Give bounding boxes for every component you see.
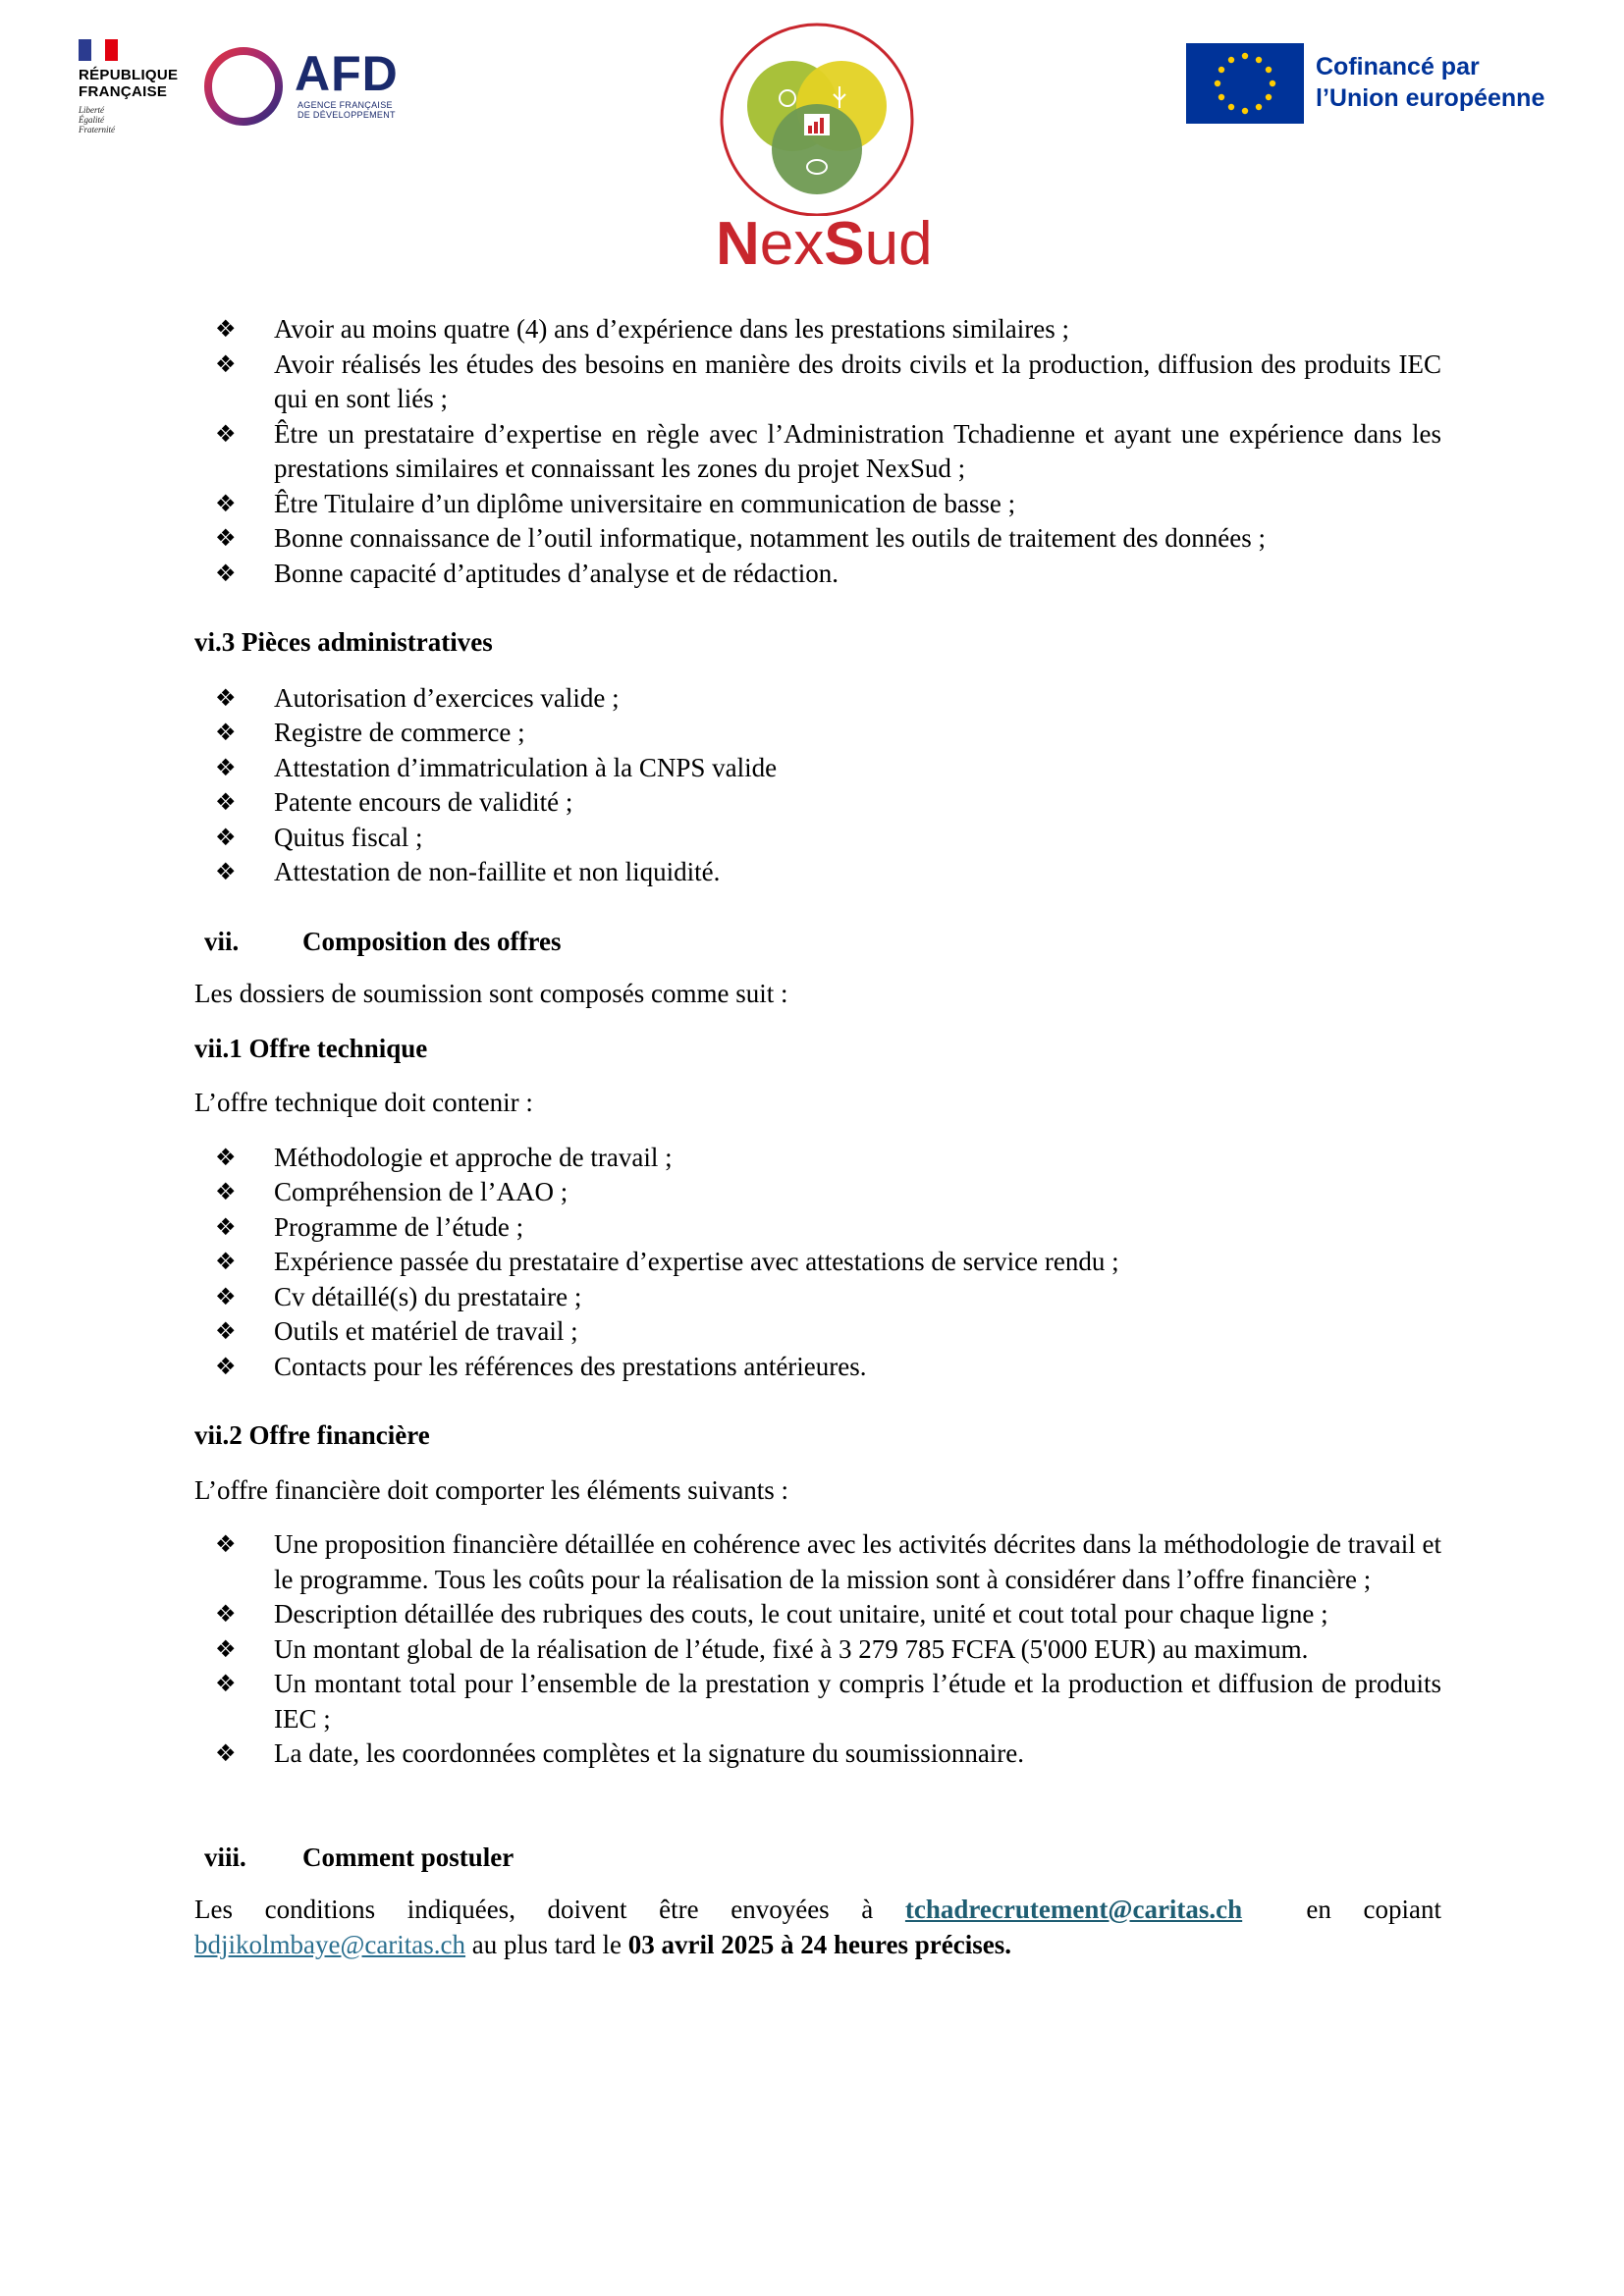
- diamond-bullet-icon: ❖: [215, 315, 237, 343]
- list-item-text: Attestation d’immatriculation à la CNPS valide: [274, 752, 778, 782]
- list-item-text: Méthodologie et approche de travail ;: [274, 1142, 673, 1172]
- email-tchadrecrutement-link[interactable]: tchadrecrutement@caritas.ch: [904, 1895, 1243, 1924]
- diamond-bullet-icon: ❖: [215, 349, 237, 378]
- eu-cofinance-logo: [1186, 43, 1598, 124]
- afd-subtitle: [298, 100, 396, 120]
- diamond-bullet-icon: ❖: [215, 683, 237, 712]
- section-vii-intro: Les dossiers de soumission sont composés comme suit :: [194, 979, 788, 1008]
- rf-title-line1: RÉPUBLIQUE: [79, 67, 179, 83]
- list-item: [194, 557, 1441, 592]
- list-item: [194, 1210, 1441, 1246]
- administrative-documents-list: [194, 681, 1441, 890]
- section-vii-number: vii.: [204, 926, 240, 956]
- section-viii-title: Comment postuler: [302, 1842, 514, 1872]
- list-item: [194, 347, 1441, 417]
- diamond-bullet-icon: ❖: [215, 1282, 237, 1310]
- list-item: [194, 821, 1441, 856]
- list-item: [194, 1736, 1441, 1772]
- diamond-bullet-icon: ❖: [215, 1248, 237, 1275]
- diamond-bullet-icon: ❖: [215, 788, 237, 816]
- list-item-text: Compréhension de l’AAO ;: [274, 1177, 568, 1206]
- list-item: [194, 1527, 1441, 1597]
- requirements-list: [194, 312, 1441, 591]
- email-bdjikolmbaye-link[interactable]: bdjikolmbaye@caritas.ch: [194, 1929, 466, 1959]
- list-item-text: Une proposition financière détaillée en cohérence avec les activités décrites dans la méthodologie de travail et le programme. Tous les coûts pour la réalisation de la mission sont à considérer dans l’offre financière ;: [274, 1529, 1441, 1594]
- diamond-bullet-icon: ❖: [215, 1352, 237, 1380]
- diamond-bullet-icon: ❖: [215, 823, 237, 851]
- list-item: [194, 1597, 1441, 1632]
- eu-cofinance-text: [1316, 51, 1544, 114]
- afd-ring-icon: [200, 45, 289, 133]
- afd-name: AFD: [295, 46, 399, 101]
- diamond-bullet-icon: ❖: [215, 489, 237, 517]
- financial-offer-list: [194, 1527, 1441, 1772]
- list-item-text: Avoir réalisés les études des besoins en manière des droits civils et la production, diffusion des produits IEC qui en sont liés ;: [274, 348, 1441, 413]
- diamond-bullet-icon: ❖: [215, 1670, 237, 1697]
- technical-offer-list: [194, 1141, 1441, 1385]
- list-item: [194, 1280, 1441, 1315]
- french-flag-icon: [79, 39, 118, 61]
- list-item-text: Un montant total pour l’ensemble de la prestation y compris l’étude et la production et diffusion de produits IEC ;: [274, 1669, 1441, 1734]
- section-vii1-title: vii.1 Offre technique: [194, 1033, 428, 1063]
- list-item: [194, 1245, 1441, 1280]
- list-item: [194, 681, 1441, 717]
- nexsud-wordmark: [716, 210, 933, 278]
- list-item-text: Être un prestataire d’expertise en règle avec l’Administration Tchadienne et ayant une expérience dans les prestations similaires et connaissant les zones du projet NexSud ;: [274, 418, 1441, 483]
- nexsud-ex: ex: [759, 210, 825, 278]
- list-item-text: La date, les coordonnées complètes et la signature du soumissionnaire.: [274, 1738, 1025, 1768]
- nexsud-emblem-icon: [714, 20, 920, 216]
- list-item: [194, 312, 1441, 347]
- list-item-text: Un montant global de la réalisation de l’étude, fixé à 3 279 785 FCFA (5'000 EUR) au maximum.: [274, 1633, 1309, 1664]
- afd-logo: [200, 45, 426, 124]
- list-item-text: Avoir au moins quatre (4) ans d’expérience dans les prestations similaires ;: [274, 314, 1070, 344]
- section-vi3-title: vi.3 Pièces administratives: [194, 627, 493, 657]
- diamond-bullet-icon: ❖: [215, 524, 237, 552]
- diamond-bullet-icon: ❖: [215, 1600, 237, 1628]
- list-item-text: Bonne connaissance de l’outil informatique, notamment les outils de traitement des données ;: [274, 523, 1266, 553]
- diamond-bullet-icon: ❖: [215, 1178, 237, 1205]
- rf-motto: [79, 105, 191, 134]
- diamond-bullet-icon: ❖: [215, 858, 237, 885]
- nexsud-n: N: [716, 210, 760, 278]
- afd-sub-line2: DE DÉVELOPPEMENT: [298, 110, 396, 120]
- list-item: [194, 1667, 1441, 1736]
- section-vii-heading: [194, 925, 1441, 960]
- apply-text-before: Les conditions indiquées, doivent être envoyées à: [194, 1895, 905, 1924]
- list-item-text: Expérience passée du prestataire d’expertise avec attestations de service rendu ;: [274, 1247, 1119, 1276]
- section-vii1-intro: L’offre technique doit contenir :: [194, 1088, 533, 1117]
- diamond-bullet-icon: ❖: [215, 1634, 237, 1663]
- list-item-text: Attestation de non-faillite et non liquidité.: [274, 857, 721, 886]
- list-item-text: Contacts pour les références des prestations antérieures.: [274, 1351, 867, 1381]
- apply-text-after: au plus tard le: [465, 1929, 628, 1959]
- list-item-text: Bonne capacité d’aptitudes d’analyse et de rédaction.: [274, 558, 839, 588]
- nexsud-logo: [714, 20, 933, 285]
- list-item: [194, 1314, 1441, 1350]
- section-vii-title: Composition des offres: [302, 926, 562, 956]
- list-item-text: Programme de l’étude ;: [274, 1211, 524, 1242]
- page-header: [0, 0, 1624, 294]
- list-item: [194, 1175, 1441, 1210]
- rf-motto-2: Égalité: [79, 115, 104, 125]
- list-item: [194, 751, 1441, 786]
- eu-text-line2: l’Union européenne: [1316, 84, 1545, 112]
- afd-sub-line1: AGENCE FRANÇAISE: [298, 100, 393, 110]
- diamond-bullet-icon: ❖: [215, 559, 237, 587]
- list-item-text: Quitus fiscal ;: [274, 822, 423, 852]
- list-item: [194, 1141, 1441, 1176]
- list-item-text: Patente encours de validité ;: [274, 787, 573, 817]
- diamond-bullet-icon: ❖: [215, 1143, 237, 1171]
- diamond-bullet-icon: ❖: [215, 1739, 237, 1767]
- list-item-text: Autorisation d’exercices valide ;: [274, 682, 620, 713]
- eu-flag-icon: [1186, 43, 1304, 124]
- republique-francaise-logo: [79, 39, 191, 134]
- list-item-text: Être Titulaire d’un diplôme universitaire en communication de basse ;: [274, 488, 1016, 518]
- rf-motto-3: Fraternité: [79, 125, 115, 134]
- eu-text-line1: Cofinancé par: [1316, 53, 1480, 80]
- list-item: [194, 1632, 1441, 1668]
- rf-title-line2: FRANÇAISE: [79, 83, 168, 100]
- document-body: [194, 312, 1448, 1962]
- diamond-bullet-icon: ❖: [215, 419, 237, 448]
- list-item-text: Description détaillée des rubriques des couts, le cout unitaire, unité et cout total pour chaque ligne ;: [274, 1599, 1328, 1629]
- nexsud-s: S: [824, 210, 865, 278]
- list-item: [194, 487, 1441, 522]
- list-item: [194, 785, 1441, 821]
- section-viii-heading: [194, 1841, 1441, 1876]
- diamond-bullet-icon: ❖: [215, 1212, 237, 1241]
- diamond-bullet-icon: ❖: [215, 1317, 237, 1345]
- diamond-bullet-icon: ❖: [215, 1530, 237, 1558]
- list-item-text: Outils et matériel de travail ;: [274, 1316, 578, 1346]
- list-item: [194, 417, 1441, 487]
- rf-motto-1: Liberté: [79, 105, 104, 115]
- section-vii2-title: vii.2 Offre financière: [194, 1420, 430, 1450]
- list-item-text: Cv détaillé(s) du prestataire ;: [274, 1281, 582, 1311]
- application-deadline: 03 avril 2025 à 24 heures précises.: [627, 1929, 1011, 1959]
- nexsud-ud: ud: [864, 210, 933, 278]
- section-vii2-intro: L’offre financière doit comporter les éléments suivants :: [194, 1474, 789, 1505]
- diamond-bullet-icon: ❖: [215, 719, 237, 746]
- list-item: [194, 1350, 1441, 1385]
- diamond-bullet-icon: ❖: [215, 753, 237, 781]
- list-item: [194, 855, 1441, 890]
- apply-text-middle: en copiant: [1242, 1895, 1448, 1924]
- application-instructions: [194, 1893, 1448, 1962]
- list-item: [194, 521, 1441, 557]
- list-item-text: Registre de commerce ;: [274, 718, 525, 747]
- section-viii-number: viii.: [204, 1842, 246, 1872]
- list-item: [194, 716, 1441, 751]
